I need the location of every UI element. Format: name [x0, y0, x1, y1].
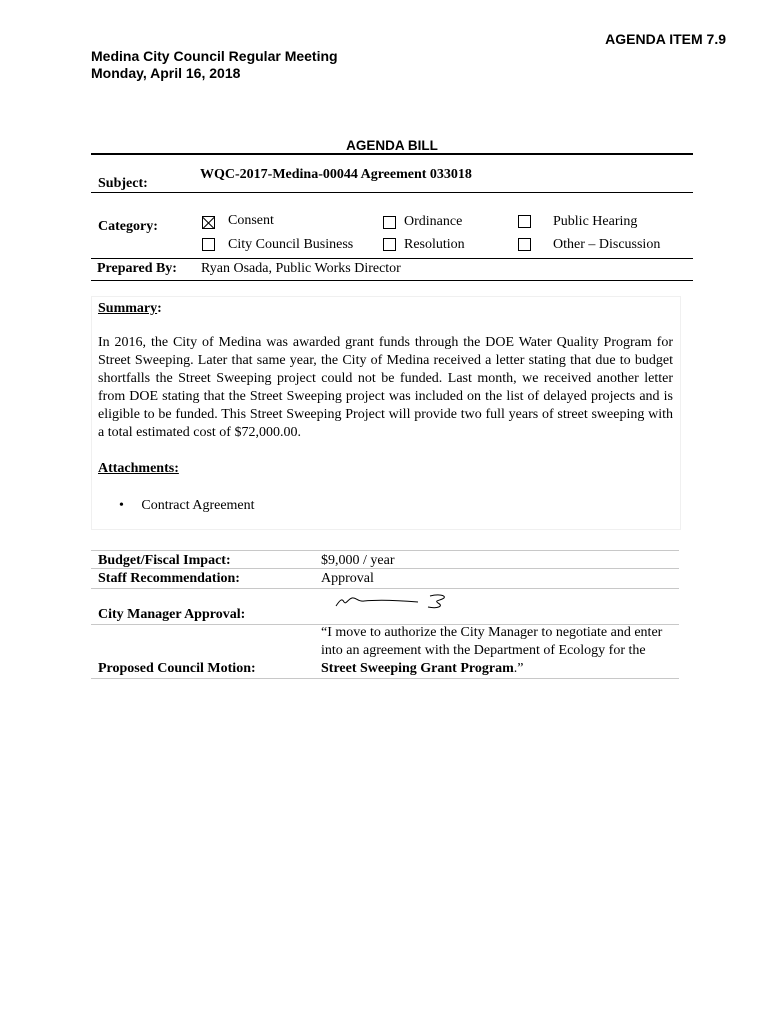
motion-prefix: “I move to authorize the City Manager to negotiate and enter into an agreement with the Department of Ecology for the — [321, 625, 663, 658]
summary-heading-text: Summary — [98, 301, 158, 316]
consent-checkbox[interactable] — [202, 216, 215, 229]
subject-label: Subject: — [98, 176, 148, 191]
bullet-icon: • — [119, 498, 124, 513]
city-council-business-label: City Council Business — [228, 237, 354, 252]
motion-program-name: Street Sweeping Grant Program — [321, 661, 514, 676]
attachment-list-item[interactable] — [119, 498, 255, 514]
attachment-label: Contract Agreement — [141, 498, 255, 513]
motion-rule — [91, 678, 679, 679]
consent-label: Consent — [228, 213, 274, 228]
summary-heading-colon: : — [157, 301, 162, 316]
summary-heading — [98, 301, 162, 317]
city-manager-approval-label: City Manager Approval: — [98, 607, 246, 622]
prepared-by-value: Ryan Osada, Public Works Director — [201, 261, 401, 276]
resolution-label: Resolution — [404, 237, 465, 252]
budget-value: $9,000 / year — [321, 553, 395, 568]
motion-suffix: .” — [513, 661, 524, 676]
ordinance-label: Ordinance — [404, 214, 463, 229]
subject-rule — [91, 192, 693, 193]
budget-rule — [91, 568, 679, 569]
category-rule — [91, 258, 693, 259]
subject-value: WQC-2017-Medina-00044 Agreement 033018 — [200, 167, 472, 182]
agenda-bill-title: AGENDA BILL — [346, 138, 438, 153]
public-hearing-checkbox[interactable] — [518, 215, 531, 228]
resolution-checkbox[interactable] — [383, 238, 396, 251]
title-rule — [91, 153, 693, 155]
footer-top-rule — [91, 550, 679, 551]
other-discussion-label: Other – Discussion — [553, 237, 661, 252]
signature-icon — [334, 590, 454, 612]
other-discussion-checkbox[interactable] — [518, 238, 531, 251]
staff-recommendation-value: Approval — [321, 571, 374, 586]
meeting-date: Monday, April 16, 2018 — [91, 65, 241, 81]
category-label: Category: — [98, 219, 158, 234]
summary-text: In 2016, the City of Medina was awarded grant funds through the DOE Water Quality Program for Street Sweeping. Later that same year, the City of Medina received a letter stating that due to budget shortfalls the Street Sweeping project could not be funded. Last month, we received another letter from DOE stating that the Street Sweeping project was included on the list of delayed projects and is eligible to be funded. This Street Sweeping Project will provide two full years of street sweeping with a total estimated cost of $72,000.00. — [98, 335, 673, 440]
meeting-name: Medina City Council Regular Meeting — [91, 48, 338, 64]
proposed-motion-text — [321, 624, 671, 678]
prepared-by-label: Prepared By: — [97, 261, 177, 276]
budget-label: Budget/Fiscal Impact: — [98, 553, 231, 568]
staff-rule — [91, 588, 679, 589]
proposed-motion-label: Proposed Council Motion: — [98, 661, 256, 676]
prepared-by-rule — [91, 280, 693, 281]
staff-recommendation-label: Staff Recommendation: — [98, 571, 240, 586]
agenda-item-number: AGENDA ITEM 7.9 — [605, 31, 726, 47]
public-hearing-label: Public Hearing — [553, 214, 638, 229]
city-council-business-checkbox[interactable] — [202, 238, 215, 251]
attachments-heading: Attachments: — [98, 461, 179, 476]
meeting-info — [91, 48, 338, 82]
ordinance-checkbox[interactable] — [383, 216, 396, 229]
